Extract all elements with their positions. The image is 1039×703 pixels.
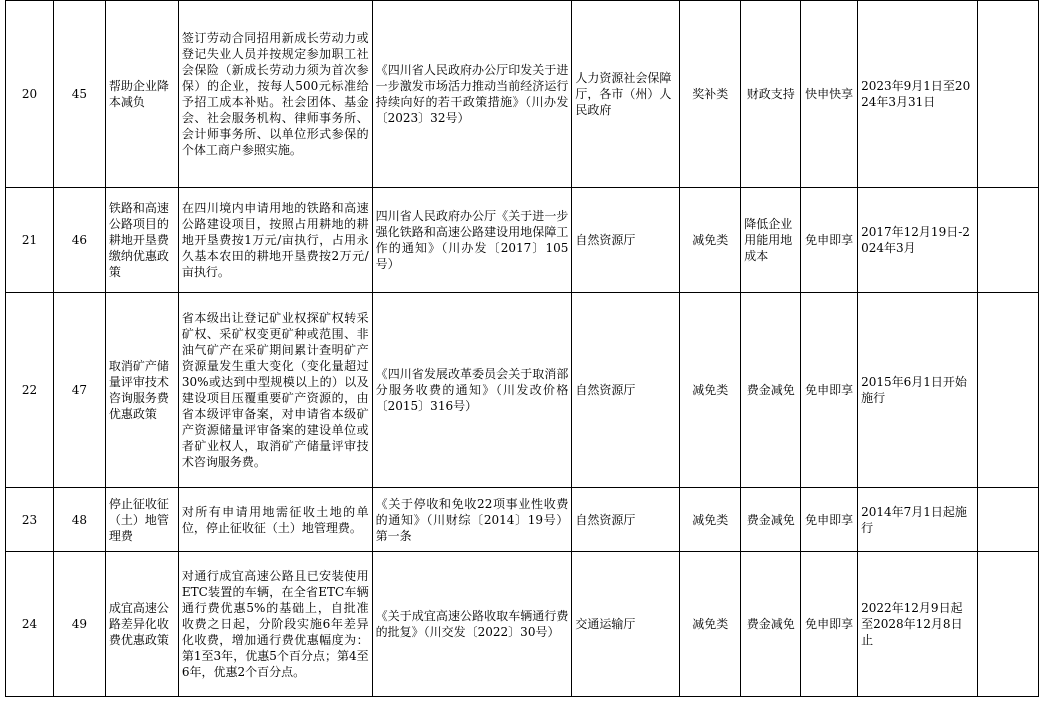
seq-cell: 24 — [6, 552, 54, 697]
num-cell: 47 — [53, 293, 105, 488]
period-cell: 2015年6月1日开始施行 — [858, 293, 978, 488]
table-row — [6, 188, 1039, 293]
num-cell: 48 — [53, 488, 105, 552]
support-type-cell: 费金减免 — [741, 293, 801, 488]
mode-cell: 免申即享 — [801, 188, 858, 293]
policy-content-cell: 签订劳动合同招用新成长劳动力或登记失业人员并按规定参加职工社会保险（新成长劳动力须为首次参保）的企业，按每人500元标准给予招工成本补贴。社会团体、基金会、社会服务机构、律师事务所、会计师事务所、以单位形式参保的个体工商户参照实施。 — [178, 1, 372, 188]
policy-name-cell: 成宜高速公路差异化收费优惠政策 — [105, 552, 178, 697]
mode-cell: 免申即享 — [801, 293, 858, 488]
note-cell — [977, 552, 1038, 697]
department-cell: 交通运输厅 — [572, 552, 680, 697]
department-cell: 自然资源厅 — [572, 293, 680, 488]
period-cell: 2023年9月1日至2024年3月31日 — [858, 1, 978, 188]
policy-content-cell: 省本级出让登记矿业权探矿权转采矿权、采矿权变更矿种或范围、非油气矿产在采矿期间累计查明矿产资源量发生重大变化（变化量超过30%或达到中型规模以上的）以及建设项目压覆重要矿产资源的，由省本级评审备案，对申请省本级矿产资源储量评审备案的建设单位或者矿业权人，取消矿产储量评审技术咨询服务费。 — [178, 293, 372, 488]
table-row — [6, 488, 1039, 552]
policy-content-cell: 对通行成宜高速公路且已安装使用ETC装置的车辆，在全省ETC车辆通行费优惠5%的基础上，自批准收费之日起，分阶段实施6年差异化收费，增加通行费优惠幅度为：第1至3年，优惠5个百分点；第4至6年，优惠2个百分点。 — [178, 552, 372, 697]
policy-basis-cell: 《四川省发展改革委员会关于取消部分服务收费的通知》（川发改价格〔2015〕316号） — [372, 293, 572, 488]
table-row — [6, 1, 1039, 188]
note-cell — [977, 188, 1038, 293]
policy-name-cell: 铁路和高速公路项目的耕地开垦费缴纳优惠政策 — [105, 188, 178, 293]
period-cell: 2022年12月9日起至2028年12月8日止 — [858, 552, 978, 697]
department-cell: 自然资源厅 — [572, 488, 680, 552]
note-cell — [977, 488, 1038, 552]
policy-basis-cell: 四川省人民政府办公厅《关于进一步强化铁路和高速公路建设用地保障工作的通知》（川办发〔2017〕105号） — [372, 188, 572, 293]
seq-cell: 23 — [6, 488, 54, 552]
support-type-cell: 降低企业用能用地成本 — [741, 188, 801, 293]
policy-content-cell: 对所有申请用地需征收土地的单位，停止征收征（土）地管理费。 — [178, 488, 372, 552]
policy-basis-cell: 《关于成宜高速公路收取车辆通行费的批复》（川交发〔2022〕30号） — [372, 552, 572, 697]
period-cell: 2014年7月1日起施行 — [858, 488, 978, 552]
support-type-cell: 费金减免 — [741, 488, 801, 552]
note-cell — [977, 1, 1038, 188]
mode-cell: 免申即享 — [801, 488, 858, 552]
mode-cell: 快申快享 — [801, 1, 858, 188]
policy-content-cell: 在四川境内申请用地的铁路和高速公路建设项目，按照占用耕地的耕地开垦费按1万元/亩执行，占用永久基本农田的耕地开垦费按2万元/亩执行。 — [178, 188, 372, 293]
period-cell: 2017年12月19日-2024年3月 — [858, 188, 978, 293]
policy-name-cell: 帮助企业降本减负 — [105, 1, 178, 188]
num-cell: 49 — [53, 552, 105, 697]
policy-name-cell: 停止征收征（土）地管理费 — [105, 488, 178, 552]
num-cell: 46 — [53, 188, 105, 293]
mode-cell: 免申即享 — [801, 552, 858, 697]
category-cell: 减免类 — [680, 488, 741, 552]
category-cell: 减免类 — [680, 552, 741, 697]
seq-cell: 22 — [6, 293, 54, 488]
support-type-cell: 费金减免 — [741, 552, 801, 697]
policy-basis-cell: 《关于停收和免收22项事业性收费的通知》（川财综〔2014〕19号）第一条 — [372, 488, 572, 552]
support-type-cell: 财政支持 — [741, 1, 801, 188]
table-row — [6, 293, 1039, 488]
policy-table — [5, 0, 1039, 697]
department-cell: 人力资源社会保障厅，各市（州）人民政府 — [572, 1, 680, 188]
seq-cell: 20 — [6, 1, 54, 188]
note-cell — [977, 293, 1038, 488]
category-cell: 奖补类 — [680, 1, 741, 188]
policy-name-cell: 取消矿产储量评审技术咨询服务费优惠政策 — [105, 293, 178, 488]
category-cell: 减免类 — [680, 188, 741, 293]
department-cell: 自然资源厅 — [572, 188, 680, 293]
seq-cell: 21 — [6, 188, 54, 293]
category-cell: 减免类 — [680, 293, 741, 488]
num-cell: 45 — [53, 1, 105, 188]
policy-basis-cell: 《四川省人民政府办公厅印发关于进一步激发市场活力推动当前经济运行持续向好的若干政策措施》（川办发〔2023〕32号） — [372, 1, 572, 188]
table-row — [6, 552, 1039, 697]
